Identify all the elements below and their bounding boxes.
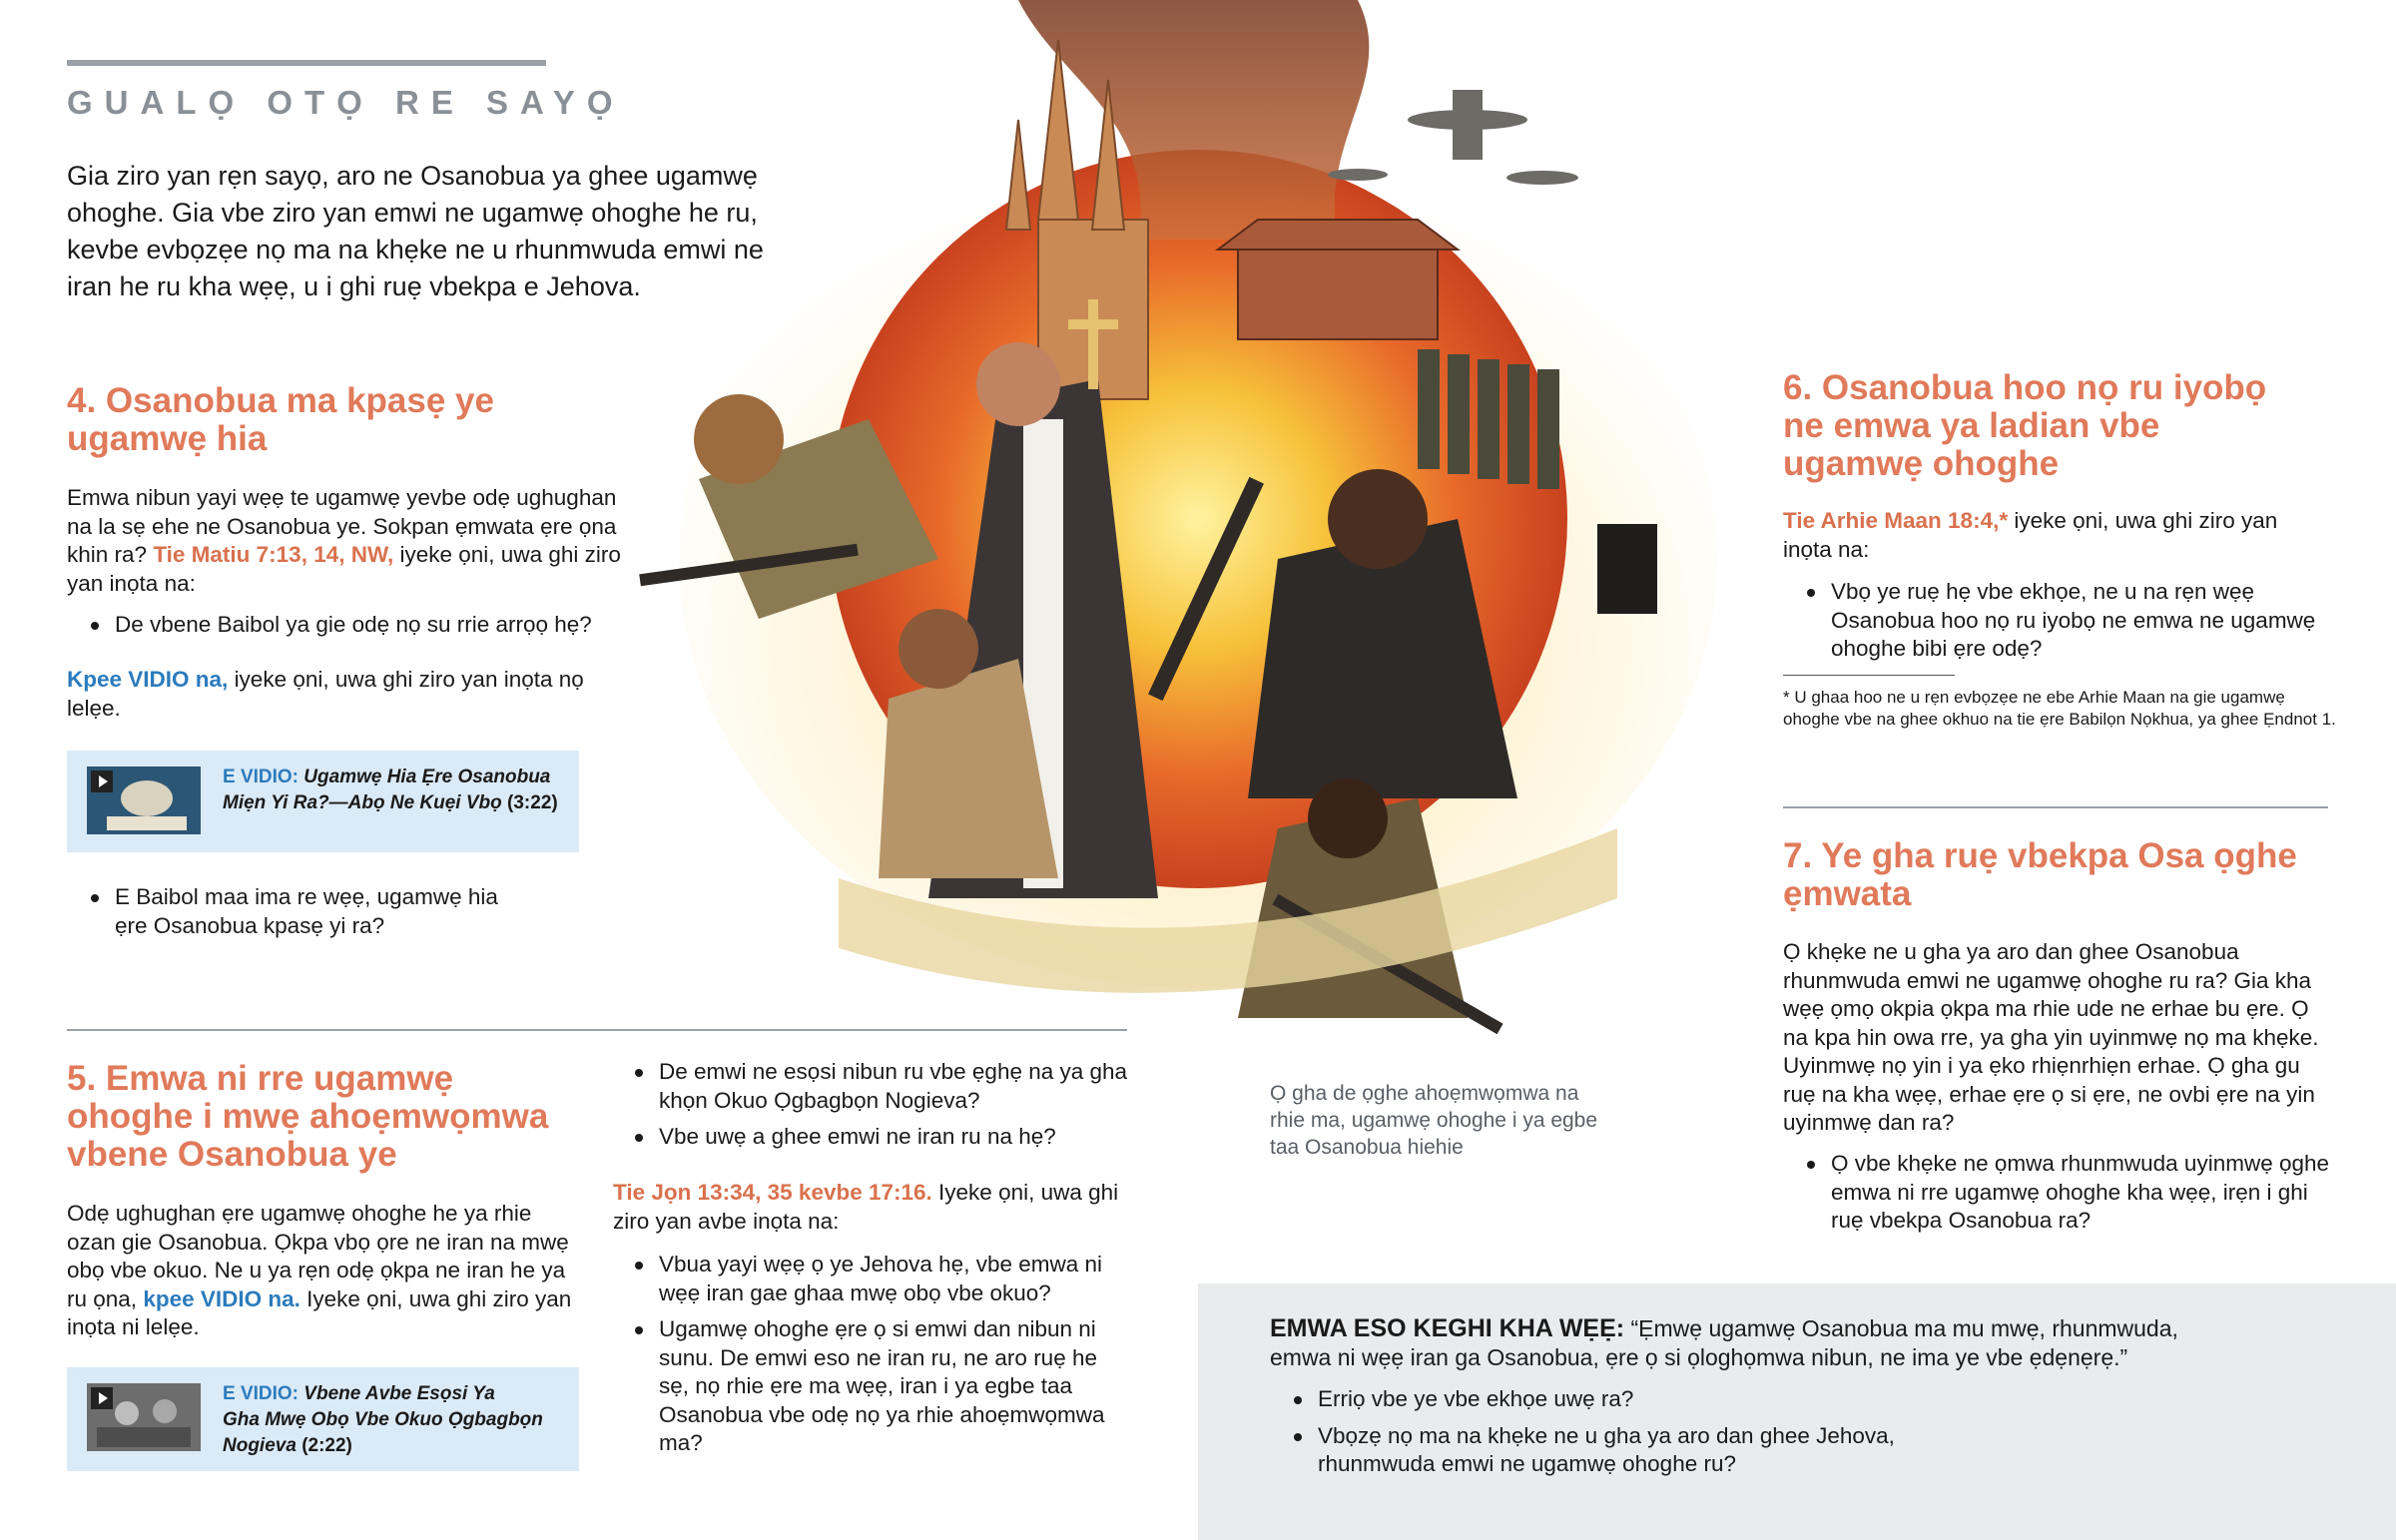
video-title-line2: Miẹn Yi Ra?—Abọ Ne Kuẹi Vbọ <box>223 792 502 813</box>
section-5-questions-a <box>611 1058 1130 1160</box>
section-7-title <box>1783 837 2297 913</box>
video-title-line3: Nogieva <box>223 1435 297 1456</box>
watch-video-link[interactable]: Kpee VIDIO na, <box>67 667 229 692</box>
video-thumbnail[interactable] <box>87 1383 201 1451</box>
summary-quote: “Ẹmwẹ ugamwẹ Osanobua ma mu mwẹ, rhunmwuda, emwa ni wẹẹ iran ga Osanobua, ẹre ọ si ọloghọmwa nibun, ne ima ye vbe ẹdẹnẹrẹ.” <box>1270 1315 2178 1370</box>
question-item: Ọ vbe khẹke ne ọmwa rhunmwuda uyinmwẹ ọghe emwa ni rre ugamwẹ ohoghe kha wẹẹ, irẹn i ghi ruẹ vbekpa Osanobua ra? <box>1783 1150 2342 1236</box>
video-thumbnail[interactable] <box>87 767 201 834</box>
section-5-body-c <box>613 1179 1132 1236</box>
question-item: Vbọ ye ruẹ hẹ vbe ekhọe, ne u na rẹn wẹẹ Osanobua hoo nọ ru iyobọ ne emwa ne ugamwẹ ohoghe bibi ẹre odẹ? <box>1783 578 2342 664</box>
section-6-title-line1: 6. Osanobua hoo nọ ru iyobọ <box>1783 368 2267 407</box>
video-card-5[interactable] <box>67 1367 579 1471</box>
summary-label: EMWA ESO KEGHI KHA WẸẸ: <box>1270 1314 1625 1342</box>
question-item: E Baibol maa ima re wẹẹ, ugamwẹ hia ẹre Osanobua kpasẹ yi ra? <box>67 883 536 940</box>
play-icon[interactable] <box>91 770 113 792</box>
question-item: Erriọ vbe ye vbe ekhọe uwẹ ra? <box>1270 1385 1969 1414</box>
video-title-4 <box>223 765 558 816</box>
section-6-questions <box>1783 578 2342 672</box>
section-5-body-b: Iyeke ọni, uwa ghi ziro yan inọta ni lelẹe. <box>67 1285 572 1339</box>
section-5-body <box>67 1200 586 1342</box>
video-label: E VIDIO: <box>223 1383 300 1404</box>
scripture-ref-revelation[interactable]: Tie Arhie Maan 18:4,* <box>1783 508 2009 533</box>
footnote-rule <box>1783 675 1955 676</box>
question-item: Vbọzẹ nọ ma na khẹke ne u gha ya aro dan ghee Jehova, rhunmwuda emwi ne ugamwẹ ohoghe ru? <box>1270 1422 1969 1479</box>
video-title-line2: Gha Mwẹ Obọ Vbe Okuo Ọgbagbọn <box>223 1409 543 1430</box>
section-6-title-line2: ne emwa ya ladian vbe <box>1783 406 2160 445</box>
section-4-title-line1: 4. Osanobua ma kpasẹ ye <box>67 381 494 420</box>
section-divider <box>67 1029 1127 1031</box>
question-item: Vbua yayi wẹẹ ọ ye Jehova hẹ, vbe emwa ni wẹẹ iran gae ghaa mwẹ obọ vbe okuo? <box>611 1251 1130 1307</box>
question-item: Vbe uwẹ a ghee emwi ne iran ru na hẹ? <box>611 1123 1130 1152</box>
summary-questions <box>1270 1385 1969 1487</box>
play-icon[interactable] <box>91 1387 113 1409</box>
video-duration: (3:22) <box>507 792 558 813</box>
section-4-questions-a <box>67 611 626 648</box>
question-item: Ugamwẹ ohoghe ẹre ọ si emwi dan nibun ni sunu. De emwi eso ne iran ru, ne aro ruẹ he sẹ, nọ rhie ẹre ma wẹẹ, iran i ya egbe taa Osanobua vbe odẹ nọ ya rhie ahoẹmwọmwa ma? <box>611 1315 1130 1458</box>
section-4-title <box>67 382 494 458</box>
section-4-questions-b <box>67 883 536 948</box>
scripture-ref-matthew[interactable]: Tie Matiu 7:13, 14, NW, <box>153 542 394 567</box>
illustration-caption: Ọ gha de ọghe ahoẹmwọmwa na rhie ma, ugamwẹ ohoghe i ya egbe taa Osanobua hiehie <box>1270 1082 1598 1159</box>
section-5-questions-b <box>611 1251 1130 1466</box>
section-6-body <box>1783 507 2322 564</box>
section-4-body-b: iyeke ọni, uwa ghi ziro yan inọta na: <box>67 542 621 596</box>
section-6-title-line3: ugamwẹ ohoghe <box>1783 444 2060 483</box>
question-item: De emwi ne esọsi nibun ru vbe ẹghẹ na ya gha khọn Okuo Ọgbagbọn Nogieva? <box>611 1058 1130 1115</box>
section-divider <box>1783 806 2328 808</box>
section-4-body <box>67 484 626 598</box>
scripture-ref-john[interactable]: Tie Jọn 13:34, 35 kevbe 17:16. <box>613 1180 932 1205</box>
section-5-body-a: Odẹ ughughan ẹre ugamwẹ ohoghe he ya rhie ozan gie Osanobua. Ọkpa vbọ ọre ne iran na mwẹ obọ vbe okuo. Ne u ya rẹn odẹ ọkpa ne iran he ya ru ọna, <box>67 1201 569 1311</box>
video-title-line1: Ugamwẹ Hia Ẹre Osanobua <box>303 767 551 787</box>
video-title-line1: Vbene Avbe Esọsi Ya <box>303 1383 495 1404</box>
intro-paragraph: Gia ziro yan rẹn sayọ, aro ne Osanobua ya ghee ugamwẹ ohoghe. Gia vbe ziro yan emwi ne ugamwẹ ohoghe he ru, kevbe evbọzẹe nọ ma na khẹke ne u rhunmwuda emwi ne iran he ru kha wẹẹ, u i ghi ruẹ vbekpa e Jehova. <box>67 161 764 301</box>
section-4-body-a: Emwa nibun yayi wẹẹ te ugamwẹ yevbe odẹ ughughan na la sẹ ehe ne Osanobua ye. Sokpan ẹmwata ẹre ọna khin ra? <box>67 485 617 567</box>
section-5-title-line3: vbene Osanobua ye <box>67 1135 397 1174</box>
section-5-title-line1: 5. Emwa ni rre ugamwẹ <box>67 1059 454 1098</box>
question-item: De vbene Baibol ya gie odẹ nọ su rrie arrọọ hẹ? <box>67 611 626 640</box>
summary-statement <box>1270 1314 2208 1371</box>
section-7-title-line1: 7. Ye gha ruẹ vbekpa Osa ọghe <box>1783 836 2297 875</box>
section-5-title <box>67 1060 548 1174</box>
video-title-5 <box>223 1381 543 1459</box>
section-5-body-c-text: Iyeke ọni, uwa ghi ziro yan avbe inọta na: <box>613 1180 1119 1234</box>
section-7-title-line2: ẹmwata <box>1783 874 1912 913</box>
section-6-body-a: iyeke ọni, uwa ghi ziro yan inọta na: <box>1783 508 2278 562</box>
section-4-video-prompt <box>67 666 606 723</box>
watch-video-link[interactable]: kpee VIDIO na. <box>143 1285 300 1311</box>
lesson-kicker: GUALỌ OTỌ RE SAYỌ <box>67 84 625 121</box>
video-card-4[interactable] <box>67 751 579 852</box>
section-7-body: Ọ khẹke ne u gha ya aro dan ghee Osanobua rhunmwuda emwi ne ugamwẹ ohoghe ru ra? Gia kha wẹẹ ọmọ okpia ọkpa ma rhie ude ne erhae bu ẹre. Ọ na kpa hin owa rre, ya gha yin uyinmwẹ nọ ma khẹke. Uyinmwẹ nọ yin i ya ẹko rhiẹnrhiẹn erhae. Ọ gha gu ruẹ na kha wẹẹ, erhae ẹre ọ si ẹre, ne ovbi ẹre na yin uyinmwẹ dan ra? <box>1783 939 2319 1135</box>
video-label: E VIDIO: <box>223 767 300 787</box>
section-5-title-line2: ohoghe i mwẹ ahoẹmwọmwa <box>67 1097 549 1136</box>
video-duration: (2:22) <box>301 1435 352 1456</box>
header-rule <box>67 60 546 66</box>
section-4-video-prompt-b: iyeke ọni, uwa ghi ziro yan inọta nọ lelẹe. <box>67 667 584 721</box>
footnote: * U ghaa hoo ne u rẹn evbọzẹe ne ebe Arhie Maan na gie ugamwẹ ohoghe vbe na ghee okhuo na tie ẹre Babilọn Nọkhua, ya ghee Ẹndnot 1. <box>1783 688 2336 729</box>
section-4-title-line2: ugamwẹ hia <box>67 419 268 458</box>
section-6-title <box>1783 369 2266 483</box>
section-7-questions <box>1783 1150 2342 1244</box>
war-and-religion-illustration <box>639 0 1737 1068</box>
